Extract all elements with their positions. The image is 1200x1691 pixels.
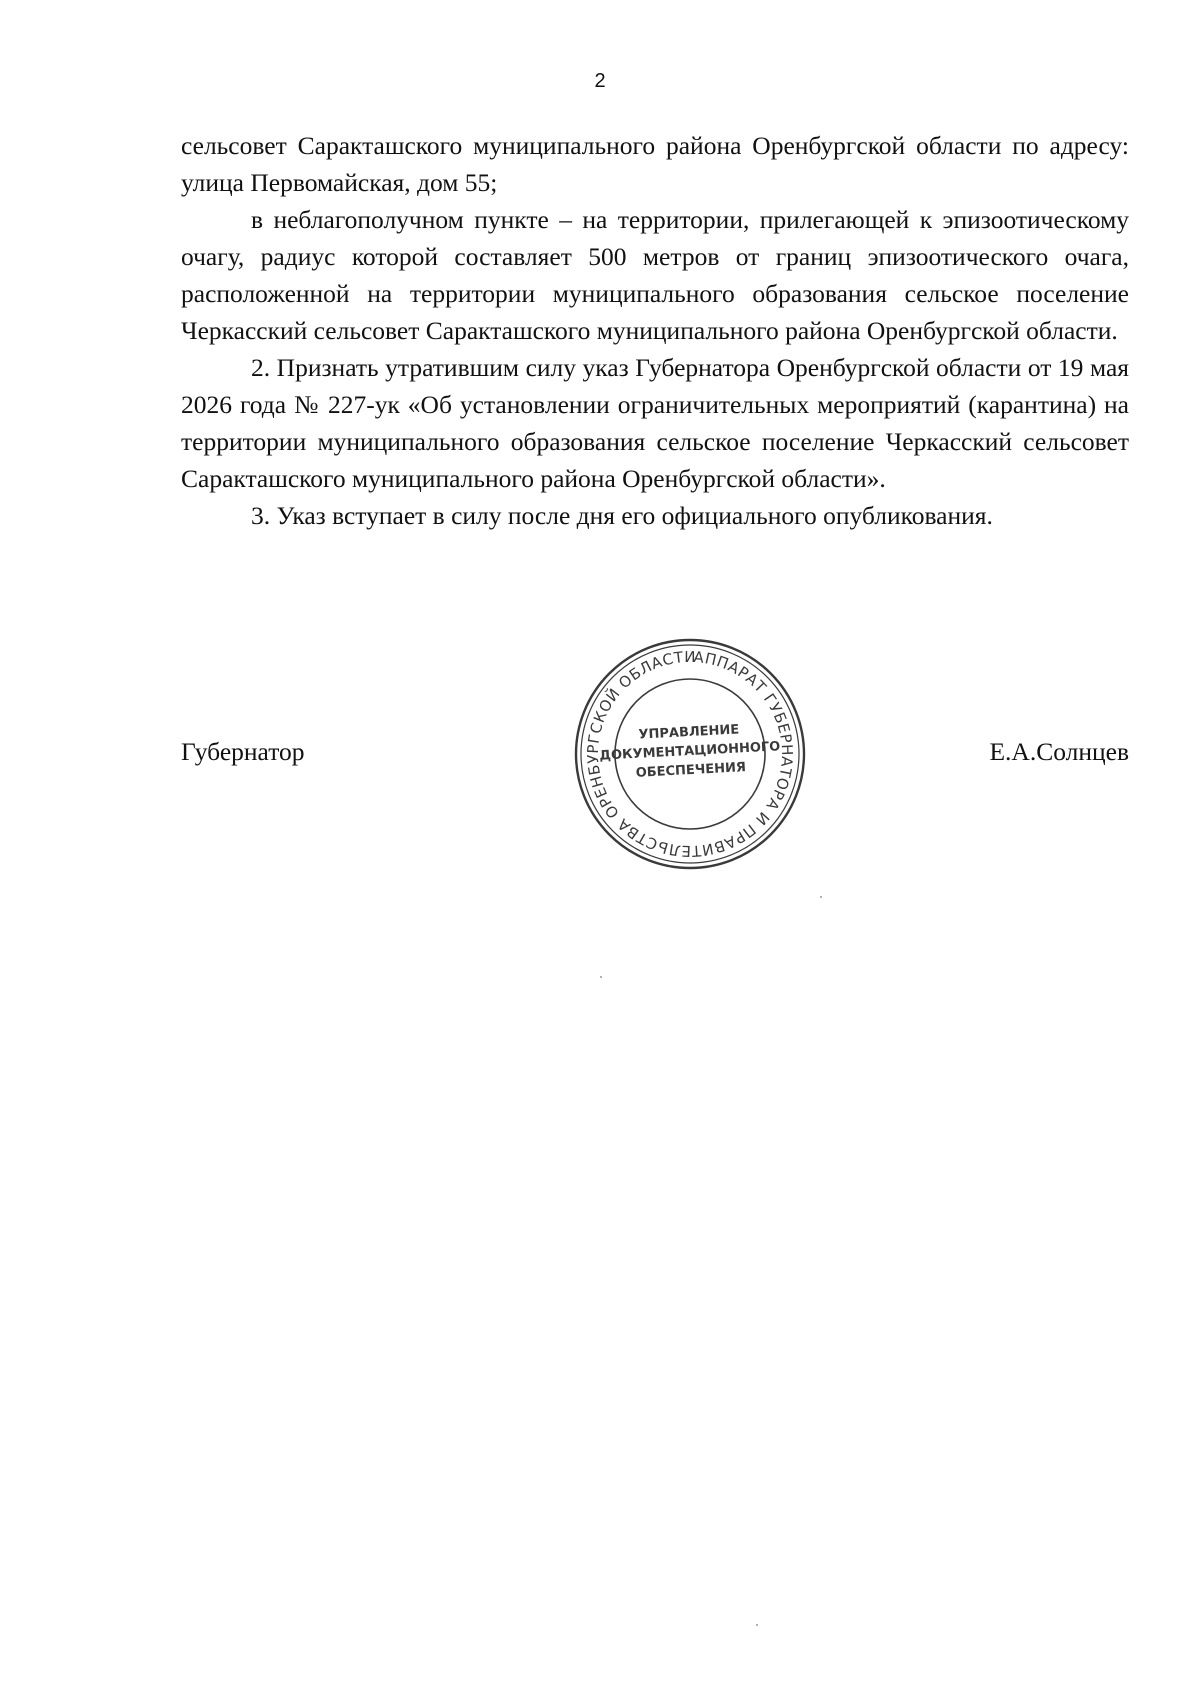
scan-speck (756, 1624, 758, 1626)
stamp-center-line-3: ОБЕСПЕЧЕНИЯ (635, 760, 747, 781)
scan-speck (820, 896, 822, 898)
paragraph-address-continuation: сельсовет Саракташского муниципального района Оренбургской области по адресу: улица Первомайская, дом 55; (181, 131, 1129, 197)
paragraph-item-3-effective: 3. Указ вступает в силу после дня его официального опубликования. (251, 501, 993, 530)
paragraph-item-2-repeal: 2. Признать утратившим силу указ Губернатора Оренбургской области от 19 мая 2026 года № 227-ук «Об установлении ограничительных мероприятий (карантина) на территории муниципального образования сельское поселение Черкасский сельсовет Саракташского муниципального района Оренбургской области». (181, 353, 1129, 493)
scan-speck (600, 976, 602, 978)
stamp-ring-text: АППАРАТ ГУБЕРНАТОРА И ПРАВИТЕЛЬСТВА ОРЕНБУРГСКОЙ ОБЛАСТИ (583, 647, 797, 861)
page-number: 2 (594, 70, 606, 92)
official-stamp-seal (572, 636, 808, 872)
document-body (181, 127, 1129, 534)
stamp-center-line-2: ДОКУМЕНТАЦИОННОГО (599, 739, 781, 764)
signatory-name: Е.А.Солнцев (989, 737, 1129, 766)
paragraph-unfavorable-point: в неблагополучном пункте – на территории, прилегающей к эпизоотическому очагу, радиус которой составляет 500 метров от границ эпизоотического очага, расположенной на территории муниципального образования сельское поселение Черкасский сельсовет Саракташского муниципального района Оренбургской области. (181, 205, 1129, 345)
signatory-title: Губернатор (181, 737, 305, 766)
stamp-center-line-1: УПРАВЛЕНИЕ (638, 722, 740, 743)
